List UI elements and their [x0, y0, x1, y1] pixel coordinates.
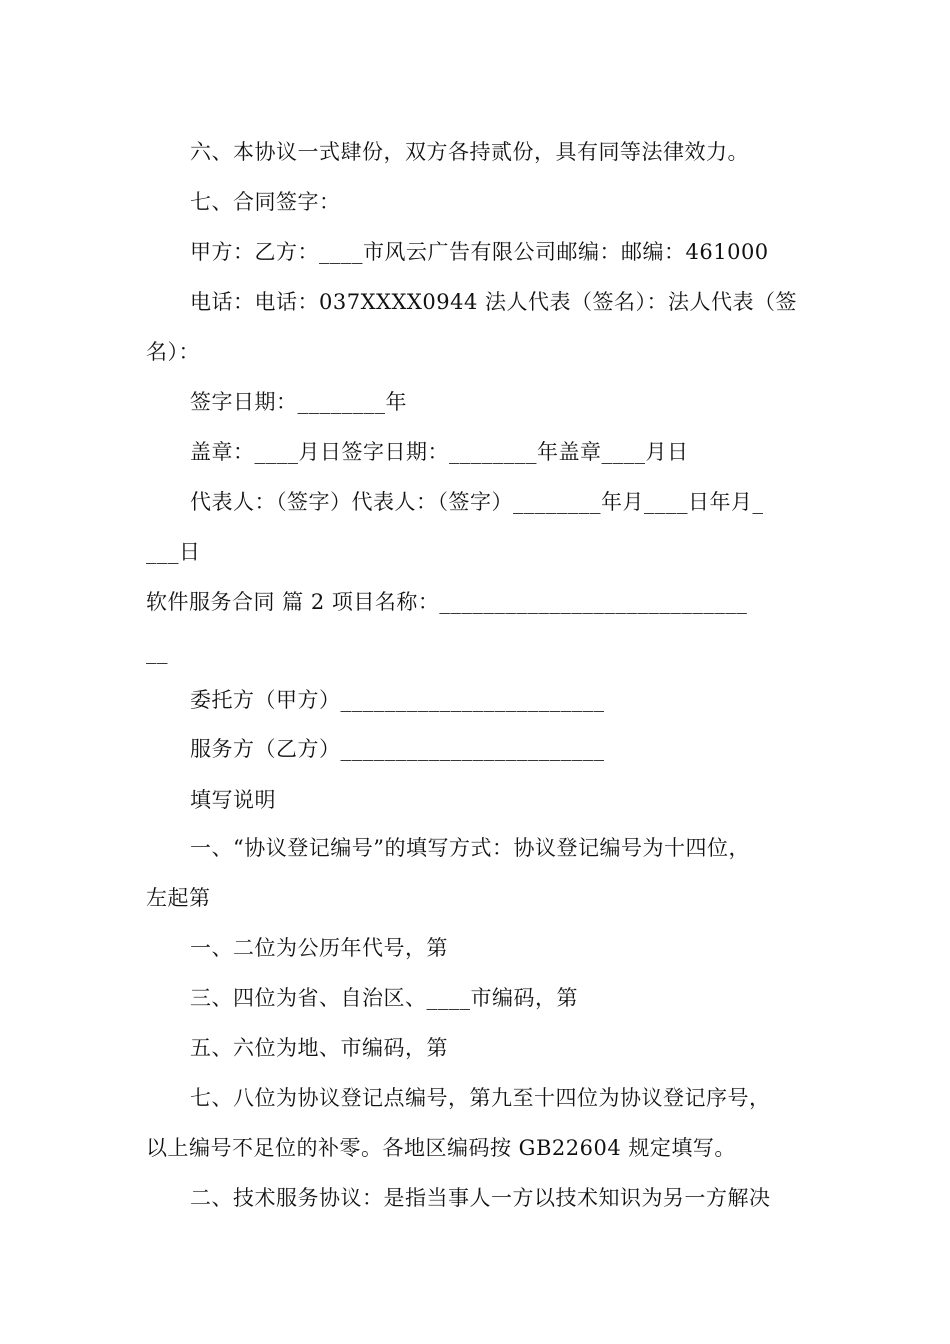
instruction-1-cont: 左起第	[146, 886, 211, 910]
instruction-1-item-3: 五、六位为地、市编码，第	[190, 1036, 448, 1060]
contract-title-line: 软件服务合同 篇 2 项目名称：____________________________	[146, 590, 748, 614]
instruction-1-item-2: 三、四位为省、自治区、____市编码，第	[190, 986, 578, 1010]
party-line: 甲方：乙方：____市风云广告有限公司邮编：邮编：461000	[190, 240, 769, 264]
contract-title-line-cont: __	[146, 640, 168, 664]
provider-line: 服务方（乙方）________________________	[190, 737, 605, 761]
clause-7-heading: 七、合同签字：	[190, 190, 341, 214]
instruction-2: 二、技术服务协议：是指当事人一方以技术知识为另一方解决	[190, 1186, 771, 1210]
phone-line: 电话：电话：037XXXX0944 法人代表（签名）：法人代表（签	[190, 290, 797, 314]
clause-6: 六、本协议一式肆份，双方各持贰份，具有同等法律效力。	[190, 140, 749, 164]
instruction-1-item-4-cont: 以上编号不足位的补零。各地区编码按 GB22604 规定填写。	[146, 1136, 736, 1160]
instruction-1: 一、“协议登记编号”的填写方式：协议登记编号为十四位，	[190, 836, 750, 860]
instructions-heading: 填写说明	[190, 788, 276, 812]
seal-line: 盖章：____月日签字日期：________年盖章____月日	[190, 440, 689, 464]
instruction-1-item-1: 一、二位为公历年代号，第	[190, 936, 448, 960]
representative-line: 代表人：（签字）代表人：（签字）________年月____日年月_	[190, 490, 764, 514]
client-line: 委托方（甲方）________________________	[190, 688, 605, 712]
instruction-1-item-4: 七、八位为协议登记点编号，第九至十四位为协议登记序号，	[190, 1086, 771, 1110]
sign-date-line: 签字日期：________年	[190, 390, 407, 414]
representative-line-cont: ___日	[146, 540, 201, 564]
phone-line-cont: 名）：	[146, 340, 200, 364]
